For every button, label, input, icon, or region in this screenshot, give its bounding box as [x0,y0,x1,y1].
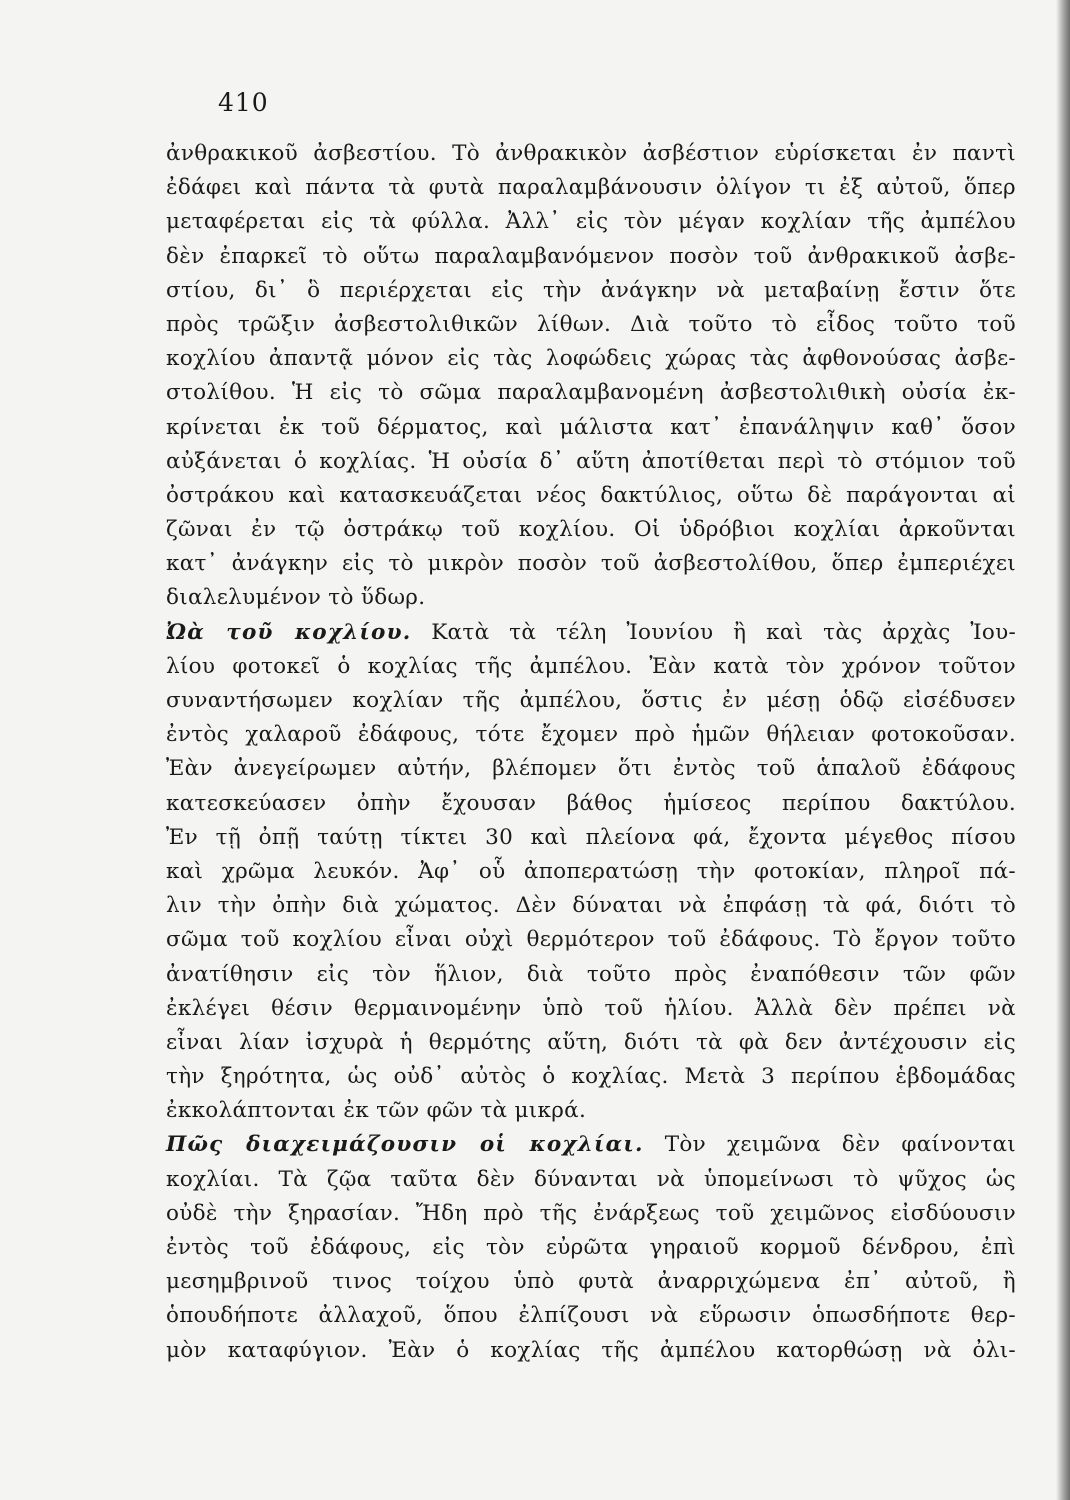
text-line: ὁπουδήποτε ἀλλαχοῦ, ὅπου ἐλπίζουσι νὰ εὕρωσιν ὁπωσδήποτε θερ- [166,1303,1016,1329]
text-line: ἀνθρακικοῦ ἀσβεστίου. Τὸ ἀνθρακικὸν ἀσβέστιον εὑρίσκεται ἐν παντὶ [166,141,1016,166]
text-line: πρὸς τρῶξιν ἀσβεστολιθικῶν λίθων. Διὰ τοῦτο τὸ εἶδος τοῦτο τοῦ [166,311,1016,337]
section-winter-first-line [166,1128,1016,1162]
text-line: λίου φοτοκεῖ ὁ κοχλίας τῆς ἀμπέλου. Ἐὰν κατὰ τὸν χρόνον τοῦτον [166,653,1016,679]
text-line: δὲν ἐπαρκεῖ τὸ οὕτω παραλαμβανόμενον ποσὸν τοῦ ἀνθρακικοῦ ἀσβε- [166,243,1016,269]
section-eggs-heading: Ὠὰ τοῦ κοχλίου. [166,619,412,645]
text-line: ἀνατίθησιν εἰς τὸν ἥλιον, διὰ τοῦτο πρὸς ἐναπόθεσιν τῶν φῶν [166,961,1016,987]
text-line: κοχλίαι. Τὰ ζῷα ταῦτα δὲν δύνανται νὰ ὑπομείνωσι τὸ ψῦχος ὡς [166,1166,1016,1192]
text-line: ἐντὸς χαλαροῦ ἐδάφους, τότε ἔχομεν πρὸ ἡμῶν θήλειαν φοτοκοῦσαν. [166,722,1016,748]
text-line: ὀστράκου καὶ κατασκευάζεται νέος δακτύλιος, οὕτω δὲ παράγονται αἱ [166,482,1016,508]
text-line: λιν τὴν ὀπὴν διὰ χώματος. Δὲν δύναται νὰ ἐπφάσῃ τὰ φά, διότι τὸ [166,893,1016,919]
section-eggs-first-line-rest: Κατὰ τὰ τέλη Ἰουνίου ἢ καὶ τὰς ἀρχὰς Ἰου- [431,619,1017,645]
text-line: ἐκλέγει θέσιν θερμαινομένην ὑπὸ τοῦ ἡλίου. Ἀλλὰ δὲν πρέπει νὰ [166,995,1016,1021]
text-line: ἐντὸς τοῦ ἐδάφους, εἰς τὸν εὐρῶτα γηραιοῦ κορμοῦ δένδρου, ἐπὶ [166,1235,1016,1260]
text-line: ἐδάφει καὶ πάντα τὰ φυτὰ παραλαμβάνουσιν ὀλίγον τι ἐξ αὐτοῦ, ὅπερ [166,175,1016,201]
page-number: 410 [218,88,269,117]
text-line: Ἐὰν ἀνεγείρωμεν αὐτήν, βλέπομεν ὅτι ἐντὸς τοῦ ἁπαλοῦ ἐδάφους [166,756,1016,782]
text-line: ζῶναι ἐν τῷ ὀστράκῳ τοῦ κοχλίου. Οἱ ὑδρόβιοι κοχλίαι ἀρκοῦνται [166,517,1016,543]
section-winter-first-line-rest: Τὸν χειμῶνα δὲν φαίνονται [664,1132,1017,1158]
text-line: καὶ χρῶμα λευκόν. Ἀφ᾽ οὗ ἀποπερατώσῃ τὴν φοτοκίαν, πληροῖ πά- [166,858,1016,884]
text-line: κοχλίου ἀπαντᾷ μόνον εἰς τὰς λοφώδεις χώρας τὰς ἀφθονούσας ἀσβε- [166,346,1016,372]
text-line: μεταφέρεται εἰς τὰ φύλλα. Ἀλλ᾽ εἰς τὸν μέγαν κοχλίαν τῆς ἀμπέλου [166,209,1016,235]
text-line: στίου, δι᾽ ὃ περιέρχεται εἰς τὴν ἀνάγκην νὰ μεταβαίνῃ ἔστιν ὅτε [166,277,1016,303]
text-line: μεσημβρινοῦ τινος τοίχου ὑπὸ φυτὰ ἀναρριχώμενα ἐπ᾽ αὐτοῦ, ἢ [166,1269,1016,1295]
text-line: εἶναι λίαν ἰσχυρὰ ἡ θερμότης αὕτη, διότι τὰ φὰ δεν ἀντέχουσιν εἰς [166,1029,1016,1055]
text-line: ἐκκολάπτονται ἐκ τῶν φῶν τὰ μικρά. [166,1098,587,1124]
text-line: οὐδὲ τὴν ξηρασίαν. Ἤδη πρὸ τῆς ἐνάρξεως τοῦ χειμῶνος εἰσδύουσιν [166,1200,1016,1226]
text-line: αὐξάνεται ὁ κοχλίας. Ἡ οὐσία δ᾽ αὕτη ἀποτίθεται περὶ τὸ στόμιον τοῦ [166,448,1016,474]
text-line: κρίνεται ἐκ τοῦ δέρματος, καὶ μάλιστα κατ᾽ ἐπανάληψιν καθ᾽ ὅσον [166,414,1016,440]
text-line: διαλελυμένον τὸ ὕδωρ. [166,585,426,611]
text-line: τὴν ξηρότητα, ὡς οὐδ᾽ αὐτὸς ὁ κοχλίας. Μετὰ 3 περίπου ἑβδομάδας [166,1064,1016,1090]
text-line: κατ᾽ ἀνάγκην εἰς τὸ μικρὸν ποσὸν τοῦ ἀσβεστολίθου, ὅπερ ἐμπεριέχει [166,551,1016,577]
text-line: μὸν καταφύγιον. Ἐὰν ὁ κοχλίας τῆς ἀμπέλου κατορθώσῃ νὰ ὀλι- [166,1337,1016,1363]
section-eggs-first-line [166,616,1016,650]
text-line: στολίθου. Ἡ εἰς τὸ σῶμα παραλαμβανομένη ἀσβεστολιθικὴ οὐσία ἐκ- [166,380,1016,406]
body-text [166,137,1016,1368]
page-binding-edge [1056,0,1070,1500]
text-line: κατεσκεύασεν ὀπὴν ἔχουσαν βάθος ἡμίσεος περίπου δακτύλου. [166,790,1016,816]
text-line: σῶμα τοῦ κοχλίου εἶναι οὐχὶ θερμότερον τοῦ ἐδάφους. Τὸ ἔργον τοῦτο [166,927,1016,953]
section-winter-heading: Πῶς διαχειμάζουσιν οἱ κοχλίαι. [166,1132,644,1158]
text-line: συναντήσωμεν κοχλίαν τῆς ἀμπέλου, ὅστις ἐν μέσῃ ὁδῷ εἰσέδυσεν [166,688,1016,713]
text-line: Ἐν τῇ ὀπῇ ταύτῃ τίκτει 30 καὶ πλείονα φά, ἔχοντα μέγεθος πίσου [166,824,1016,850]
